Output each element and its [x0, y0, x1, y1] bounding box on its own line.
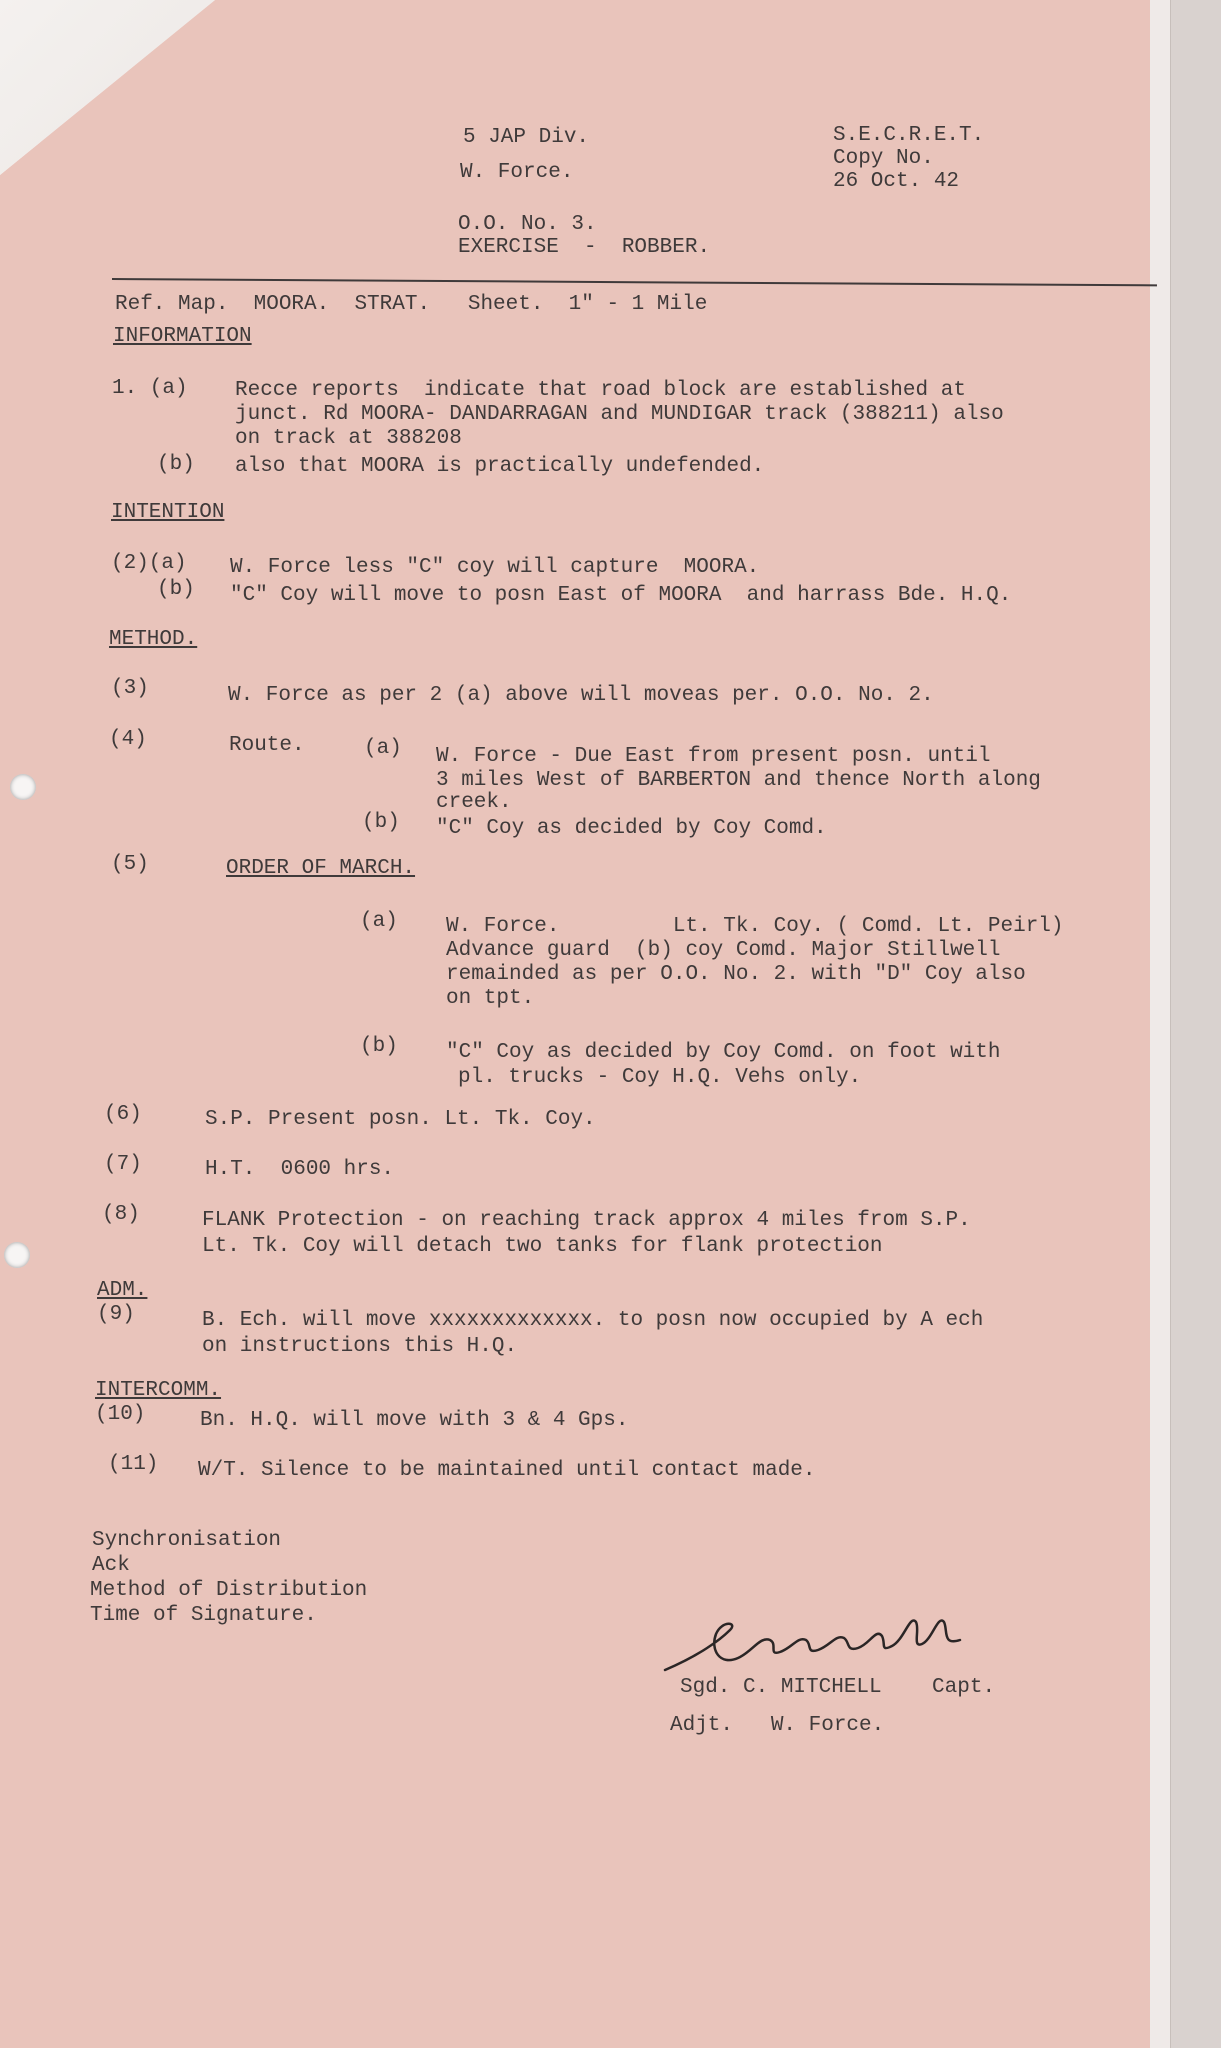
- para-text: S.P. Present posn. Lt. Tk. Coy.: [205, 1108, 596, 1131]
- para-number: 1. (a): [112, 377, 188, 400]
- para-text: B. Ech. will move xxxxxxxxxxxxx. to posn now occupied by A ech: [202, 1309, 984, 1332]
- para-number: (b): [157, 578, 195, 601]
- section-method: METHOD.: [109, 628, 198, 651]
- para-number: (b): [360, 1035, 398, 1058]
- para-text: on tpt.: [446, 987, 535, 1010]
- para-number: (7): [104, 1153, 142, 1176]
- document-date: 26 Oct. 42: [833, 170, 960, 193]
- para-text: "C" Coy will move to posn East of MOORA and harrass Bde. H.Q.: [230, 584, 1012, 607]
- para-text: Advance guard (b) coy Comd. Major Stillwell: [446, 939, 1001, 962]
- para-text: remainded as per O.O. No. 2. with "D" Coy also: [446, 963, 1026, 986]
- copy-number: Copy No.: [833, 147, 934, 170]
- para-text: "C" Coy as decided by Coy Comd. on foot with: [446, 1041, 1001, 1064]
- section-information: INFORMATION: [113, 325, 252, 348]
- para-number: (a): [360, 910, 398, 933]
- section-intercomm: INTERCOMM.: [95, 1379, 222, 1402]
- para-text: FLANK Protection - on reaching track approx 4 miles from S.P.: [202, 1209, 971, 1232]
- para-text: creek.: [436, 791, 512, 814]
- signed-by: Sgd. C. MITCHELL Capt.: [680, 1676, 996, 1699]
- ack-line: Ack: [92, 1554, 130, 1577]
- para-label: Route.: [229, 734, 305, 757]
- para-number: (b): [157, 453, 195, 476]
- para-text: Lt. Tk. Coy will detach two tanks for flank protection: [202, 1235, 883, 1258]
- para-text: W. Force as per 2 (a) above will moveas per. O.O. No. 2.: [228, 684, 934, 707]
- order-number: O.O. No. 3.: [458, 213, 597, 236]
- para-number: (8): [102, 1203, 140, 1226]
- section-intention: INTENTION: [111, 501, 225, 524]
- force-name: W. Force.: [460, 161, 574, 184]
- para-number: (6): [104, 1103, 142, 1126]
- para-number: (2)(a): [111, 552, 187, 575]
- punch-hole: [4, 1242, 30, 1268]
- para-text: on instructions this H.Q.: [202, 1335, 518, 1358]
- para-text: "C" Coy as decided by Coy Comd.: [436, 817, 827, 840]
- para-number: (3): [111, 677, 149, 700]
- para-number: (a): [364, 737, 402, 760]
- para-text: also that MOORA is practically undefended.: [235, 455, 765, 478]
- para-text: 3 miles West of BARBERTON and thence North along: [436, 769, 1041, 792]
- para-number: (5): [111, 853, 149, 876]
- signature-time-line: Time of Signature.: [90, 1604, 317, 1627]
- para-number: (10): [95, 1403, 146, 1426]
- para-text: pl. trucks - Coy H.Q. Vehs only.: [458, 1066, 862, 1089]
- para-number: (11): [108, 1453, 159, 1476]
- para-text: H.T. 0600 hrs.: [205, 1158, 395, 1181]
- para-number: (b): [362, 811, 400, 834]
- para-text: W. Force - Due East from present posn. until: [436, 745, 991, 768]
- distribution-line: Method of Distribution: [90, 1579, 368, 1602]
- para-text: Bn. H.Q. will move with 3 & 4 Gps.: [200, 1409, 629, 1432]
- division: 5 JAP Div.: [463, 126, 590, 149]
- para-number: (9): [97, 1303, 135, 1326]
- para-text: W. Force. Lt. Tk. Coy. ( Comd. Lt. Peirl): [446, 915, 1064, 938]
- adjutant-title: Adjt. W. Force.: [670, 1714, 885, 1737]
- sync-line: Synchronisation: [92, 1529, 282, 1552]
- para-label: ORDER OF MARCH.: [226, 857, 416, 880]
- para-text: junct. Rd MOORA- DANDARRAGAN and MUNDIGAR track (388211) also: [235, 403, 1004, 426]
- para-text: Recce reports indicate that road block are established at: [235, 379, 966, 402]
- para-text: on track at 388208: [235, 427, 462, 450]
- underlying-sheet-edge: [1170, 0, 1221, 2048]
- punch-hole: [10, 774, 36, 800]
- classification: S.E.C.R.E.T.: [833, 124, 985, 147]
- map-reference: Ref. Map. MOORA. STRAT. Sheet. 1" - 1 Mile: [115, 293, 708, 316]
- section-adm: ADM.: [97, 1279, 148, 1302]
- para-text: W. Force less "C" coy will capture MOORA.: [230, 556, 760, 579]
- para-number: (4): [109, 728, 147, 751]
- exercise-title: EXERCISE - ROBBER.: [458, 236, 711, 259]
- handwritten-signature: [660, 1600, 990, 1680]
- para-text: W/T. Silence to be maintained until contact made.: [198, 1459, 816, 1482]
